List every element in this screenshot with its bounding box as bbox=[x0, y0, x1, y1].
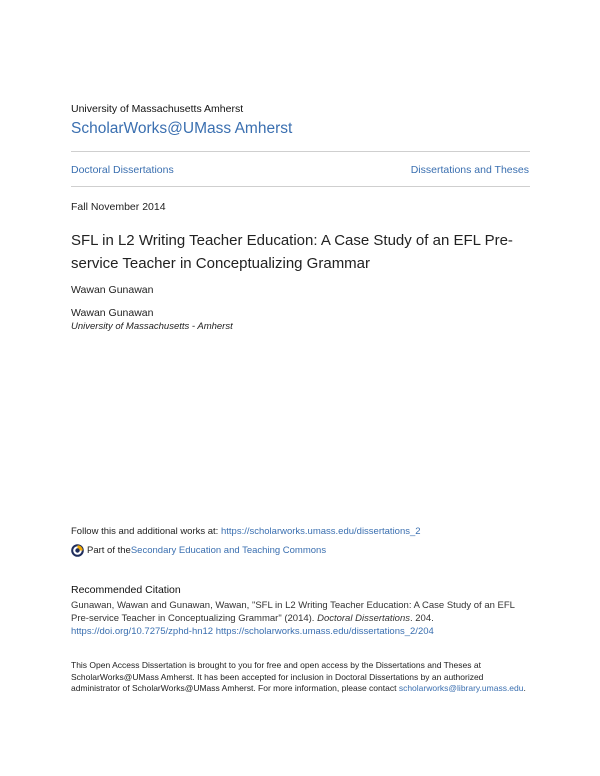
open-access-text: This Open Access Dissertation is brought to you for free and open access by the Dissertations and Theses at ScholarWorks@UMass Amherst. It has been accepted for inclusion in Doctoral Dissertations by an authorized administrator of ScholarWorks@UMass Amherst. For more information, please contact bbox=[71, 660, 484, 693]
commons-icon bbox=[71, 544, 84, 557]
document-title: SFL in L2 Writing Teacher Education: A Case Study of an EFL Pre-service Teacher in Conceptualizing Grammar bbox=[71, 232, 513, 272]
part-of-prefix: Part of the bbox=[87, 545, 131, 556]
open-access-end: . bbox=[523, 683, 526, 693]
citation-heading: Recommended Citation bbox=[71, 584, 181, 596]
divider-bottom bbox=[71, 186, 530, 187]
contact-email-link[interactable]: scholarworks@library.umass.edu bbox=[398, 683, 524, 693]
citation-block bbox=[71, 599, 533, 638]
author-name: Wawan Gunawan bbox=[71, 307, 154, 319]
site-name-link[interactable]: ScholarWorks@UMass Amherst bbox=[71, 120, 293, 137]
citation-text: Gunawan, Wawan and Gunawan, Wawan, "SFL in L2 Writing Teacher Education: A Case Study of an EFL Pre-service Teacher in Conceptualizing Grammar" (2014). bbox=[71, 600, 515, 624]
author-line: Wawan Gunawan bbox=[71, 284, 154, 296]
follow-line bbox=[71, 526, 421, 537]
institution-name: University of Massachusetts Amherst bbox=[71, 103, 244, 115]
open-access-notice bbox=[71, 660, 533, 695]
citation-url-link[interactable]: https://scholarworks.umass.edu/dissertations_2/204 bbox=[215, 626, 434, 637]
citation-series: Doctoral Dissertations bbox=[317, 613, 410, 624]
doi-link[interactable]: https://doi.org/10.7275/zphd-hn12 bbox=[71, 626, 214, 637]
follow-prefix: Follow this and additional works at: bbox=[71, 526, 221, 537]
commons-link[interactable]: Secondary Education and Teaching Commons bbox=[130, 545, 327, 556]
publication-date: Fall November 2014 bbox=[71, 201, 166, 213]
dissertations-and-theses-link[interactable]: Dissertations and Theses bbox=[410, 164, 529, 176]
divider-top bbox=[71, 151, 530, 152]
author-affiliation: University of Massachusetts - Amherst bbox=[71, 321, 233, 332]
citation-number: . 204. bbox=[410, 613, 434, 624]
follow-link[interactable]: https://scholarworks.umass.edu/dissertations_2 bbox=[220, 526, 421, 537]
doctoral-dissertations-link[interactable]: Doctoral Dissertations bbox=[71, 164, 174, 176]
part-of-line bbox=[71, 544, 326, 557]
